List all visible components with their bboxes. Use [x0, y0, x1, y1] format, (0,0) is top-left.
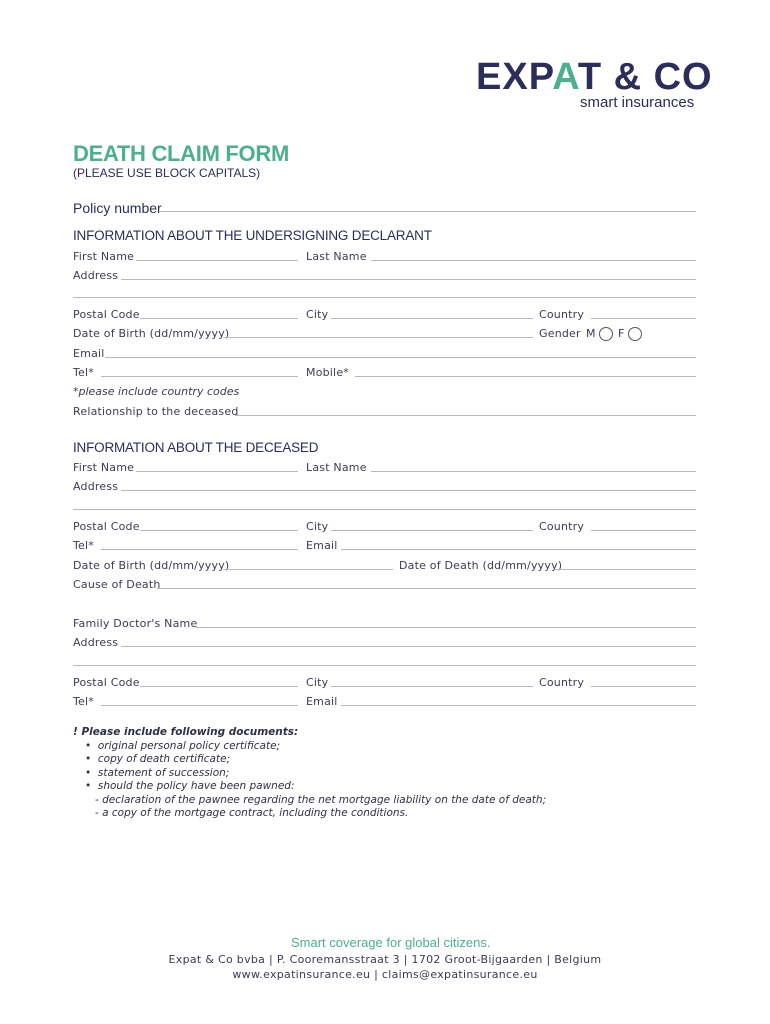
- deceased-country-field[interactable]: [591, 530, 696, 531]
- logo-text: T & CO: [577, 56, 713, 98]
- declarant-email-field[interactable]: [105, 357, 696, 358]
- logo-arrow-letter: A: [552, 56, 578, 98]
- deceased-heading: INFORMATION ABOUT THE DECEASED: [73, 440, 319, 455]
- declarant-last-name-label: Last Name: [306, 250, 367, 263]
- deceased-country-label: Country: [539, 520, 585, 533]
- gender-f-radio[interactable]: [628, 327, 642, 341]
- list-item: • copy of death certificate;: [85, 753, 231, 765]
- doctor-postal-code-label: Postal Code: [73, 676, 140, 689]
- deceased-dob-label: Date of Birth (dd/mm/yyyy): [73, 559, 230, 572]
- doctor-city-label: City: [306, 676, 329, 689]
- doctor-address-field[interactable]: [121, 646, 696, 647]
- gender-f-label: F: [618, 327, 625, 340]
- doctor-address-label: Address: [73, 636, 119, 649]
- doctor-email-label: Email: [306, 695, 338, 708]
- deceased-tel-field[interactable]: [101, 549, 298, 550]
- form-title: DEATH CLAIM FORM: [73, 141, 289, 166]
- logo-text: EXP: [476, 56, 553, 98]
- declarant-country-field[interactable]: [591, 318, 696, 319]
- policy-number-label: Policy number: [73, 200, 162, 216]
- doctor-email-field[interactable]: [341, 705, 696, 706]
- doctor-postal-code-field[interactable]: [140, 686, 298, 687]
- doctor-address-field-2[interactable]: [73, 665, 696, 666]
- company-logo: [476, 58, 713, 96]
- declarant-first-name-field[interactable]: [136, 260, 298, 261]
- doctor-city-field[interactable]: [331, 686, 533, 687]
- declarant-city-label: City: [306, 308, 329, 321]
- doctor-tel-label: Tel*: [73, 695, 94, 708]
- declarant-dob-label: Date of Birth (dd/mm/yyyy): [73, 327, 230, 340]
- logo-subtitle: smart insurances: [580, 94, 695, 111]
- relationship-field[interactable]: [235, 415, 696, 416]
- declarant-postal-code-field[interactable]: [140, 318, 298, 319]
- declarant-postal-code-label: Postal Code: [73, 308, 140, 321]
- deceased-email-field[interactable]: [341, 549, 696, 550]
- declarant-gender-label: Gender: [539, 327, 581, 340]
- declarant-tel-field[interactable]: [101, 376, 298, 377]
- deceased-dob-field[interactable]: [223, 569, 393, 570]
- deceased-city-label: City: [306, 520, 329, 533]
- footer-contact: www.expatinsurance.eu | claims@expatinsurance.eu: [232, 968, 538, 981]
- form-subtitle: (PLEASE USE BLOCK CAPITALS): [73, 166, 261, 180]
- declarant-mobile-field[interactable]: [355, 376, 696, 377]
- doctor-tel-field[interactable]: [101, 705, 298, 706]
- cause-of-death-field[interactable]: [157, 588, 696, 589]
- relationship-label: Relationship to the deceased: [73, 405, 239, 418]
- doctor-name-field[interactable]: [196, 627, 696, 628]
- list-sub-item: - a copy of the mortgage contract, including the conditions.: [95, 807, 409, 819]
- list-item: • original personal policy certificate;: [85, 739, 281, 752]
- deceased-tel-label: Tel*: [73, 539, 94, 552]
- deceased-last-name-label: Last Name: [306, 461, 367, 474]
- deceased-city-field[interactable]: [331, 530, 533, 531]
- declarant-mobile-label: Mobile*: [306, 366, 349, 379]
- declarant-city-field[interactable]: [331, 318, 533, 319]
- list-item: • statement of succession;: [85, 766, 230, 779]
- policy-number-field[interactable]: [160, 211, 696, 212]
- deceased-address-field-2[interactable]: [73, 509, 696, 510]
- cause-of-death-label: Cause of Death: [73, 578, 161, 591]
- deceased-postal-code-label: Postal Code: [73, 520, 140, 533]
- documents-title: ! Please include following documents:: [73, 726, 299, 738]
- footer-tagline: Smart coverage for global citizens.: [291, 935, 491, 950]
- declarant-email-label: Email: [73, 347, 105, 360]
- deceased-first-name-label: First Name: [73, 461, 135, 474]
- deceased-address-label: Address: [73, 480, 119, 493]
- deceased-dod-label: Date of Death (dd/mm/yyyy): [399, 559, 563, 572]
- footer-address: Expat & Co bvba | P. Cooremansstraat 3 | 1702 Groot-Bijgaarden | Belgium: [168, 953, 602, 966]
- doctor-country-label: Country: [539, 676, 585, 689]
- declarant-dob-field[interactable]: [223, 337, 533, 338]
- gender-m-radio[interactable]: [599, 327, 613, 341]
- list-item: • should the policy have been pawned:: [85, 780, 295, 792]
- deceased-address-field[interactable]: [121, 490, 696, 491]
- declarant-country-label: Country: [539, 308, 585, 321]
- list-sub-item: - declaration of the pawnee regarding the net mortgage liability on the date of death;: [95, 793, 547, 806]
- doctor-name-label: Family Doctor's Name: [73, 617, 198, 630]
- declarant-last-name-field[interactable]: [371, 260, 696, 261]
- deceased-postal-code-field[interactable]: [140, 530, 298, 531]
- declarant-tel-label: Tel*: [73, 366, 94, 379]
- deceased-first-name-field[interactable]: [136, 471, 298, 472]
- documents-note: [73, 726, 546, 821]
- declarant-address-label: Address: [73, 269, 119, 282]
- deceased-dod-field[interactable]: [555, 569, 696, 570]
- deceased-email-label: Email: [306, 539, 338, 552]
- declarant-first-name-label: First Name: [73, 250, 135, 263]
- country-codes-note: *please include country codes: [73, 385, 240, 398]
- declarant-heading: INFORMATION ABOUT THE UNDERSIGNING DECLARANT: [73, 228, 432, 243]
- deceased-last-name-field[interactable]: [371, 471, 696, 472]
- declarant-address-field[interactable]: [121, 279, 696, 280]
- gender-m-label: M: [586, 327, 596, 340]
- declarant-address-field-2[interactable]: [73, 297, 696, 298]
- doctor-country-field[interactable]: [591, 686, 696, 687]
